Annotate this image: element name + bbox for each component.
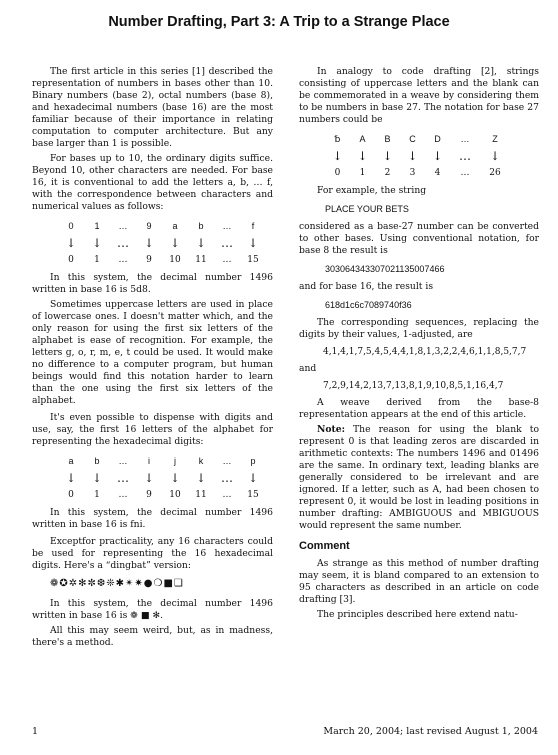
base8-result: 303064343307021135007466 — [325, 264, 445, 274]
mapping-values-row — [32, 253, 273, 267]
mapping-cell: k — [198, 456, 204, 466]
note-paragraph — [299, 424, 539, 532]
down-arrow-icon: ↓ — [247, 236, 259, 250]
mapping-cell: 4 — [434, 168, 441, 178]
mapping-cell: A — [359, 134, 366, 144]
mapping-cell: 1 — [94, 221, 100, 231]
down-arrow-icon: ↓ — [143, 471, 155, 485]
ellipsis: … — [221, 236, 233, 250]
mapping-arrows-row — [299, 146, 539, 166]
mapping-arrows-row — [32, 233, 273, 253]
mapping-cell: … — [460, 134, 470, 144]
base16-result: 618d1c6c7089740f36 — [325, 300, 412, 310]
down-arrow-icon: ↓ — [65, 236, 77, 250]
mapping-cell: 9 — [146, 221, 152, 231]
paragraph: As strange as this method of number drafting may seem, it is bland compared to an extension to 95 characters as described in an article on code drafting [3]. — [299, 558, 539, 605]
paragraph: In this system, the decimal number 1496 written in base 16 is ❁ ■ ✻. — [32, 598, 273, 621]
mapping-cell: … — [222, 221, 232, 231]
right-column — [299, 66, 539, 621]
ellipsis: … — [459, 149, 471, 163]
note-text: The reason for using the blank to represent 0 is that leading zeros are discarded in arithmetic contexts: The numbers 1496 and 01496 are the same. In ordinary text, leading blanks are generally considered to be irrelevant and are ignored. If a letter, such as A, had been chosen to represent 0, it would be lost in leading positions in number drafting: AMBIGUOUS and MBIGUOUS would represent the same number. — [299, 424, 539, 531]
mapping-cell: 11 — [195, 255, 207, 265]
mapping-cell: 9 — [146, 490, 152, 500]
paragraph: considered as a base-27 number can be converted to other bases. Using conventional notation, for base 8 the result is — [299, 221, 539, 256]
mapping-cell: … — [118, 221, 128, 231]
down-arrow-icon: ↓ — [489, 149, 501, 163]
mapping-cell: Z — [492, 134, 498, 144]
mapping-cell: 0 — [68, 221, 74, 231]
mapping-characters-row — [32, 219, 273, 233]
page-number: 1 — [32, 726, 39, 737]
base8-sequence: 4,1,4,1,7,5,4,5,4,4,1,8,1,3,2,2,4,6,1,1,8,5,7,7 — [323, 347, 527, 357]
paragraph: For example, the string — [317, 185, 427, 196]
paragraph: and — [299, 363, 317, 374]
down-arrow-icon: ↓ — [247, 471, 259, 485]
paragraph: For bases up to 10, the ordinary digits suffice. Beyond 10, other characters are needed. For base 16, it is conventional to add the letters a, b, … f, with the correspondence between characters and numerical values as follows: — [32, 153, 273, 212]
mapping-cell: … — [222, 456, 232, 466]
mapping-cell: C — [409, 134, 416, 144]
mapping-arrows-row — [32, 468, 273, 488]
down-arrow-icon: ↓ — [143, 236, 155, 250]
mapping-cell: ␢ — [334, 134, 341, 144]
paragraph: It's even possible to dispense with digits and use, say, the first 16 letters of the alphabet for representing the hexadecimal digits: — [32, 412, 273, 447]
down-arrow-icon: ↓ — [91, 236, 103, 250]
example-string: PLACE YOUR BETS — [325, 204, 409, 214]
mapping-cell: 10 — [169, 255, 181, 265]
mapping-cell: 15 — [247, 490, 259, 500]
mapping-cell: … — [118, 490, 128, 500]
section-heading: Comment — [299, 540, 350, 552]
paragraph: In analogy to code drafting [2], strings consisting of uppercase letters and the blank can be commemorated in a weave by considering them to be numbers in base 27. The notation for base 27 numbers could be — [299, 66, 539, 125]
down-arrow-icon: ↓ — [169, 236, 181, 250]
mapping-cell: … — [118, 255, 128, 265]
paragraph: A weave derived from the base-8 representation appears at the end of this article. — [299, 397, 539, 420]
mapping-cell: B — [384, 134, 391, 144]
mapping-cell: a — [172, 221, 178, 231]
ellipsis: … — [117, 236, 129, 250]
down-arrow-icon: ↓ — [332, 149, 343, 163]
dingbat-digits: ❁✪✲✻✼❆❊✱✴✷●❍■❏ — [50, 578, 184, 589]
mapping-cell: j — [174, 456, 176, 466]
paragraph: Sometimes uppercase letters are used in place of lowercase ones. I doesn't matter which, and the only reason for using the first six letters of the alphabet is ease of recognition. For example, the letters g, o, r, m, e, t could be used. It would make no difference to a computer program, but human beings would find this notation harder to learn than the one using the first six letters of the alphabet. — [32, 299, 273, 406]
paragraph: The corresponding sequences, replacing the digits by their values, 1-adjusted, are — [299, 317, 539, 340]
mapping-cell: 9 — [146, 255, 152, 265]
mapping-values-row — [32, 488, 273, 502]
paragraph: In this system, the decimal number 1496 written in base 16 is fni. — [32, 507, 273, 530]
down-arrow-icon: ↓ — [91, 471, 103, 485]
mapping-cell: i — [148, 456, 150, 466]
mapping-cell: 0 — [68, 490, 74, 500]
down-arrow-icon: ↓ — [382, 149, 393, 163]
mapping-cell: 1 — [359, 168, 366, 178]
mapping-cell: 2 — [384, 168, 391, 178]
mapping-cell: 26 — [489, 168, 501, 178]
down-arrow-icon: ↓ — [407, 149, 418, 163]
mapping-cell: … — [460, 168, 470, 178]
mapping-cell: 11 — [195, 490, 207, 500]
mapping-cell: … — [222, 255, 232, 265]
mapping-cell: b — [198, 221, 204, 231]
note-label: Note: — [317, 424, 346, 435]
mapping-values-row — [299, 166, 539, 180]
mapping-characters-row — [299, 132, 539, 146]
mapping-cell: a — [68, 456, 74, 466]
mapping-cell: 10 — [169, 490, 181, 500]
mapping-cell: … — [222, 490, 232, 500]
base16-sequence: 7,2,9,14,2,13,7,13,8,1,9,10,8,5,1,16,4,7 — [323, 381, 504, 391]
down-arrow-icon: ↓ — [195, 471, 207, 485]
paragraph: and for base 16, the result is — [299, 281, 434, 292]
down-arrow-icon: ↓ — [65, 471, 77, 485]
mapping-cell: b — [94, 456, 100, 466]
paragraph: All this may seem weird, but, as in madness, there's a method. — [32, 625, 273, 648]
mapping-cell: 0 — [68, 255, 74, 265]
ellipsis: … — [221, 471, 233, 485]
down-arrow-icon: ↓ — [357, 149, 368, 163]
mapping-characters-row — [32, 454, 273, 468]
base27-mapping-table — [299, 132, 539, 180]
mapping-cell: 0 — [334, 168, 341, 178]
down-arrow-icon: ↓ — [432, 149, 443, 163]
mapping-cell: 3 — [409, 168, 416, 178]
paragraph: The principles described here extend natu- — [317, 609, 518, 620]
letter-digit-mapping-table — [32, 454, 273, 502]
paragraph: In this system, the decimal number 1496 written in base 16 is 5d8. — [32, 272, 273, 295]
paragraph: Exceptfor practicality, any 16 characters could be used for representing the 16 hexadecimal digits. Here's a “dingbat” version: — [32, 536, 273, 571]
down-arrow-icon: ↓ — [169, 471, 181, 485]
mapping-cell: 1 — [94, 490, 100, 500]
mapping-cell: … — [118, 456, 128, 466]
mapping-cell: f — [251, 221, 255, 231]
revision-date: March 20, 2004; last revised August 1, 2004 — [323, 726, 538, 737]
hex-digit-mapping-table — [32, 219, 273, 267]
left-column — [32, 66, 273, 649]
mapping-cell: 15 — [247, 255, 259, 265]
ellipsis: … — [117, 471, 129, 485]
mapping-cell: D — [434, 134, 441, 144]
page-title: Number Drafting, Part 3: A Trip to a Strange Place — [108, 14, 450, 30]
paragraph: The first article in this series [1] described the representation of numbers in bases other than 10. Binary numbers (base 2), octal numbers (base 8), and hexadecimal numbers (base 16) are the most familiar because of their importance in relating computation to computer architecture. But any base larger than 1 is possible. — [32, 66, 273, 149]
mapping-cell: p — [250, 456, 256, 466]
mapping-cell: 1 — [94, 255, 100, 265]
down-arrow-icon: ↓ — [195, 236, 207, 250]
